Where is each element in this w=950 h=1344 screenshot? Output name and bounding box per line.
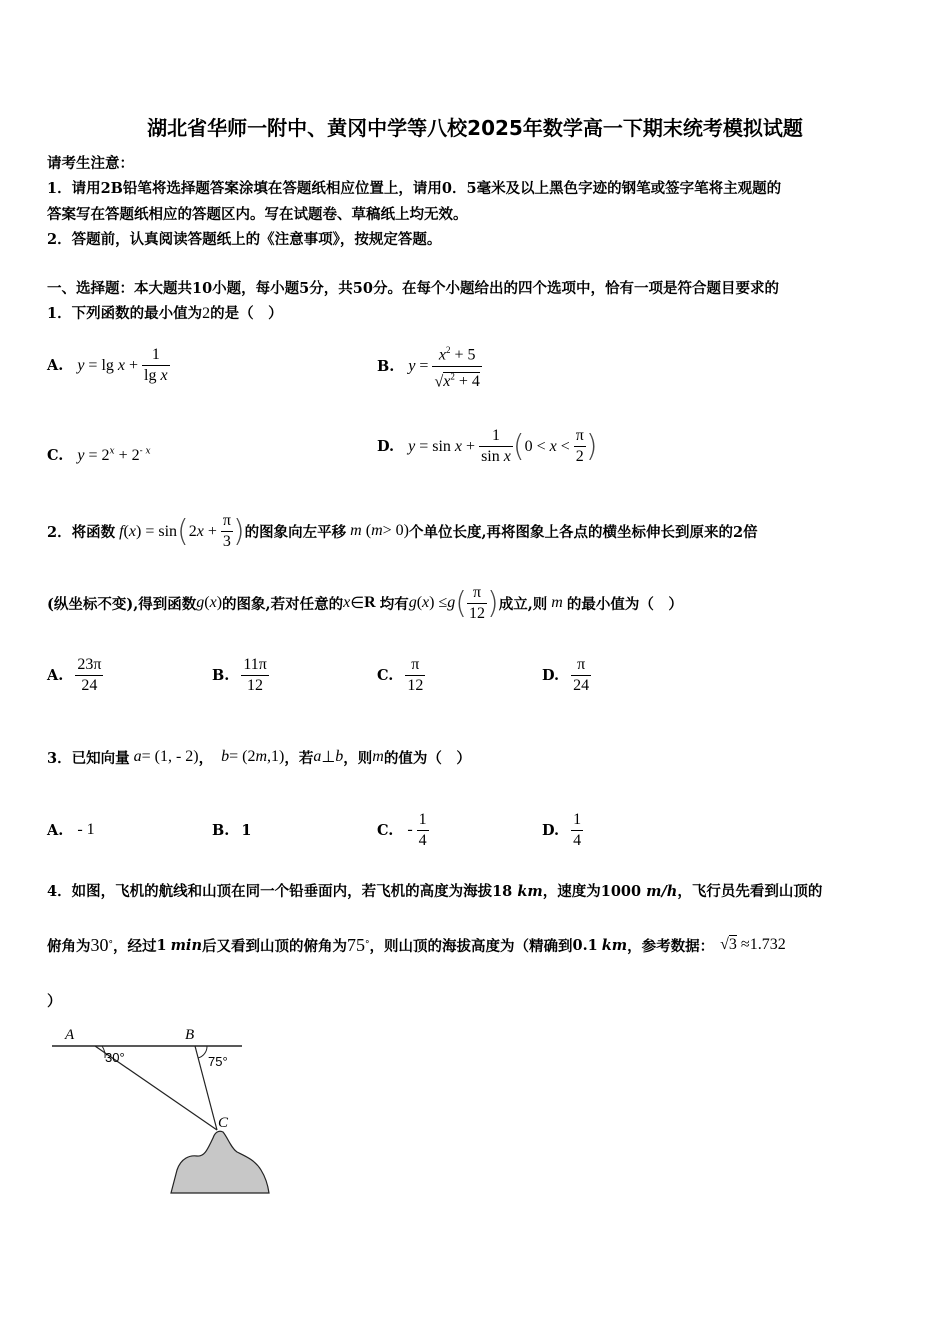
q2-option-b-label: B. <box>212 666 230 684</box>
q4-speed: 1000 <box>600 883 642 900</box>
q1-option-d-formula: y = sin x + $\frac{1}{\text{sin x}}$ (0 < x < $\frac{\pi}{2}$ ) <box>408 426 598 465</box>
q2-text-1: 的图象向左平移 <box>244 523 347 541</box>
q2-option-d[interactable] <box>542 650 591 700</box>
q4-sqrt-value: 3 <box>728 936 737 953</box>
q3-option-c-den: 4 <box>418 831 427 849</box>
figure-label-a: A <box>65 1027 75 1043</box>
q3-option-c-label: C. <box>377 821 394 839</box>
question-2-line-2: (纵坐标不变),得到函数 g ( x ) 的图象,若对任意的 x ∈ R 均有 g ( x ) ≤ g ( $\frac{\pi}{12}$ ) 成立,则 m 的最小值为（ ） <box>47 583 683 622</box>
q3-option-b-value: 1 <box>241 821 252 839</box>
q4-unit-min: min <box>170 936 202 954</box>
q2-option-a-label: A. <box>47 666 64 684</box>
q4-line-2c: 后又看到山顶的俯角为 <box>202 937 347 955</box>
notice-line-1a: 1．请用2B铅笔将选择题答案涂填在答题纸相应位置上，请用0．5毫米及以上黑色字迹的钢笔或签字笔将主观题的 <box>47 180 782 197</box>
q1-option-c-label: C. <box>47 446 64 464</box>
q3-option-a[interactable] <box>47 805 95 855</box>
q2-text-6: 成立,则 <box>498 595 548 613</box>
q1-option-d-label: D. <box>377 437 395 455</box>
q4-line-1a: 4．如图，飞机的航线和山顶在同一个铅垂面内，若飞机的高度为海拔 <box>47 883 493 900</box>
q4-angle-1: 30 <box>90 934 109 955</box>
figure-label-b: B <box>185 1027 195 1043</box>
q1-option-c[interactable] <box>47 440 151 470</box>
page-title: 湖北省华师一附中、黄冈中学等八校2025年数学高一下期末统考模拟试题 <box>147 116 803 140</box>
q3-option-b-label: B. <box>212 821 230 839</box>
q1-option-b[interactable] <box>377 338 482 394</box>
question-1-stem <box>47 302 283 323</box>
question-4-line-1 <box>47 880 822 901</box>
figure-label-c: C <box>218 1115 229 1131</box>
figure-angle-a: 30° <box>105 1050 125 1065</box>
q2-option-d-den: 24 <box>573 676 590 694</box>
q1-stem-b: 的是（ ） <box>210 305 283 322</box>
q4-angle-2: 75 <box>347 934 365 955</box>
q1-option-d[interactable] <box>377 420 598 472</box>
q3-option-d-label: D. <box>542 821 560 839</box>
q2-text-4: 的图象,若对任意的 <box>222 595 344 613</box>
q4-approx: ≈1.732 <box>740 936 786 953</box>
q2-option-c-num: π <box>411 655 420 673</box>
q2-text-3: (纵坐标不变),得到函数 <box>47 595 197 613</box>
q1-option-c-formula: $y = 2^x + 2^{- x}$ <box>77 446 151 464</box>
q2-option-d-num: π <box>577 655 586 673</box>
angle-arc-b <box>198 1046 207 1058</box>
q3-option-d[interactable] <box>542 795 583 865</box>
q4-close-paren: ） <box>47 993 62 1010</box>
q3-num: 3．已知向量 <box>47 749 130 767</box>
q4-line-2e: ，参考数据： <box>627 937 715 955</box>
q3-option-a-value: - 1 <box>77 821 95 838</box>
q4-time: 1 <box>156 936 167 954</box>
q2-option-b-num: 11π <box>243 655 267 673</box>
question-4-line-2: 俯角为 30 ° ，经过 1 min 后又看到山顶的俯角为 75 ° ，则山顶的海拔高度为（精确到 0.1 km ，参考数据： √3 ≈1.732 <box>47 934 786 955</box>
q3-comma: ， <box>198 749 214 767</box>
q1-option-a[interactable] <box>47 340 170 390</box>
q2-option-a[interactable] <box>47 650 103 700</box>
q2-option-d-label: D. <box>542 666 560 684</box>
q2-option-c-label: C. <box>377 666 394 684</box>
q4-precision: 0.1 <box>572 936 598 954</box>
q3-option-d-num: 1 <box>573 810 582 828</box>
q3-option-b[interactable] <box>212 805 251 855</box>
q2-option-a-den: 24 <box>75 675 103 696</box>
figure-angle-b: 75° <box>208 1054 228 1069</box>
q4-line-2b: ，经过 <box>113 937 157 955</box>
question-3-stem: 3．已知向量 a = (1, - 2) ， b = (2 m ,1) ，若 a ⊥ b ，则 m 的值为（ ） <box>47 748 471 767</box>
q3-text-3: 的值为（ ） <box>383 749 471 767</box>
q1-stem-num: 2 <box>202 305 211 322</box>
notice-heading: 请考生注意： <box>47 155 134 172</box>
q2-function-f: f(x) = sin(2x + $\frac{\pi}{3}$ ) <box>119 511 245 550</box>
q1-option-a-formula: y = lg x + $\frac{1}{\text{lg x}}$ <box>77 345 168 384</box>
q4-line-2a: 俯角为 <box>47 937 91 955</box>
q2-option-b[interactable] <box>212 650 269 700</box>
notice-line-1b: 答案写在答题纸相应的答题区内。写在试题卷、草稿纸上均无效。 <box>47 206 468 223</box>
q2-option-a-num: 23π <box>77 655 102 673</box>
q2-option-b-den: 12 <box>241 675 268 696</box>
notice-line-2: 2．答题前，认真阅读答题纸上的《注意事项》，按规定答题。 <box>47 231 442 248</box>
q3-option-d-den: 4 <box>573 831 582 849</box>
q1-option-b-label: B. <box>377 357 395 375</box>
q4-unit-speed: m/h <box>646 883 678 900</box>
q3-text-2: ，则 <box>343 749 373 767</box>
q4-height: 18 <box>492 883 513 900</box>
section-heading: 一、选择题：本大题共10小题，每小题5分，共50分。在每个小题给出的四个选项中，恰有一项是符合题目要求的 <box>47 280 779 297</box>
q2-text-2: 个单位长度,再将图象上各点的横坐标伸长到原来的2倍 <box>408 523 758 541</box>
q3-option-a-label: A. <box>47 821 64 839</box>
q2-text-7: 的最小值为（ ） <box>566 595 683 613</box>
q4-line-2d: ，则山顶的海拔高度为（精确到 <box>369 937 573 955</box>
q1-stem-a: 1．下列函数的最小值为 <box>47 305 203 322</box>
q2-option-c-den: 12 <box>407 676 424 694</box>
question-2-line-1: 2．将函数 f(x) = sin(2x + $\frac{\pi}{3}$ ) 的图象向左平移 m ( m > 0) 个单位长度,再将图象上各点的横坐标伸长到原来的2倍 <box>47 511 758 550</box>
q3-option-c-num: 1 <box>418 810 427 828</box>
q4-line-1b: ，速度为 <box>542 883 601 900</box>
q4-line-1c: ，飞行员先看到山顶的 <box>677 883 823 900</box>
q2-num: 2．将函数 <box>47 523 116 541</box>
mountain-figure <box>45 1020 285 1200</box>
q2-text-5: 均有 <box>379 595 409 613</box>
q1-option-a-label: A. <box>47 356 64 374</box>
q3-text-1: ，若 <box>284 749 314 767</box>
q3-option-c-sign: - <box>407 821 413 838</box>
mountain-shape <box>171 1131 269 1193</box>
q2-option-c[interactable] <box>377 650 425 700</box>
q3-option-c[interactable] <box>377 795 429 865</box>
q4-unit-km: km <box>517 883 543 900</box>
q4-unit-km-2: km <box>601 936 628 954</box>
q1-option-b-formula: y = $\frac{x^2 + 5}{√x^2 + 4}$ <box>408 345 480 390</box>
